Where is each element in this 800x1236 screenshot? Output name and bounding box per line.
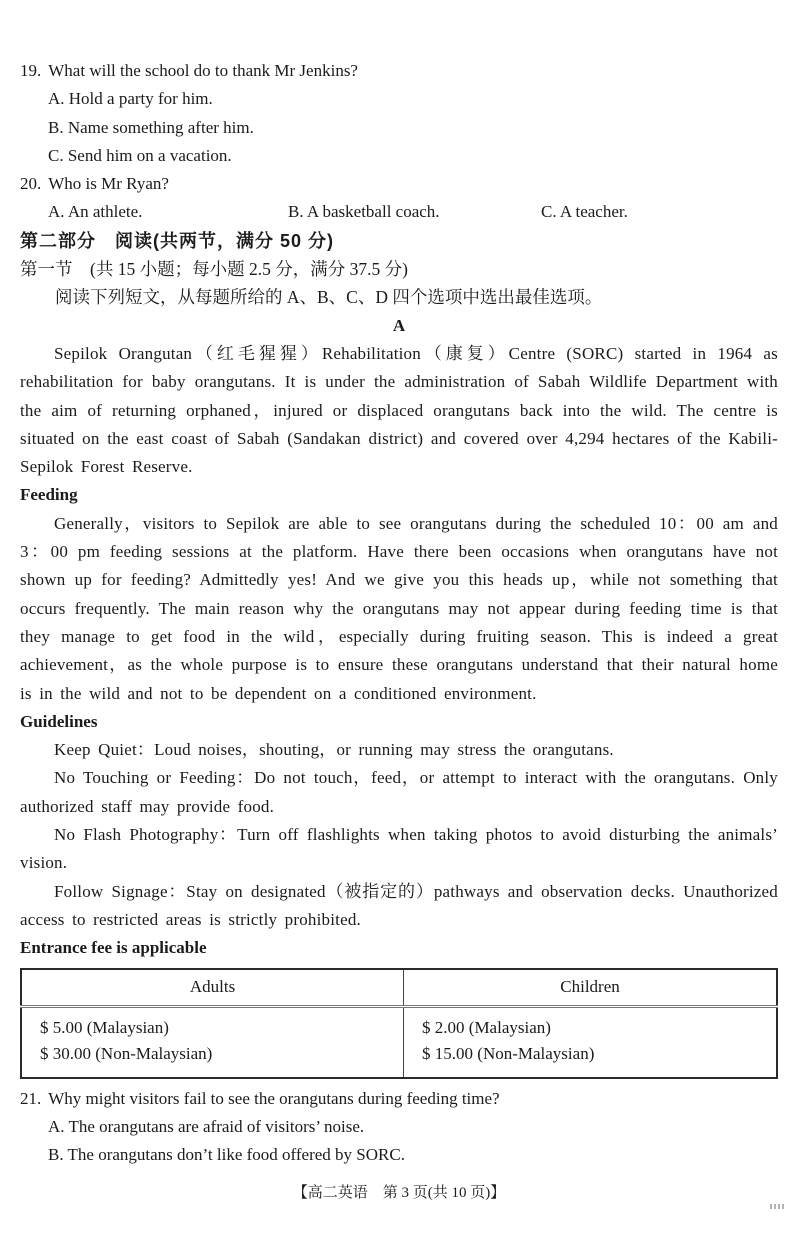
fee-table <box>20 968 778 1079</box>
question-21 <box>20 1085 778 1113</box>
children-fee-non-malaysian: $ 15.00 (Non-Malaysian) <box>422 1044 595 1063</box>
adults-fee-non-malaysian: $ 30.00 (Non-Malaysian) <box>40 1044 213 1063</box>
question-19-option-a: A. Hold a party for him. <box>48 89 213 109</box>
question-19-text: What will the school do to thank Mr Jenkins? <box>48 61 358 80</box>
question-21-option-b: B. The orangutans don’t like food offered by SORC. <box>48 1145 405 1165</box>
question-19 <box>20 57 778 85</box>
feeding-heading: Feeding <box>20 485 78 505</box>
section-instruction: 阅读下列短文，从每题所给的 A、B、C、D 四个选项中选出最佳选项。 <box>55 287 603 308</box>
scan-artifact <box>770 1204 784 1209</box>
passage-a-label: A <box>392 315 406 335</box>
guideline-no-flash: No Flash Photography：Turn off flashlights when taking photos to avoid disturbing the animals’ vision. <box>20 825 778 873</box>
question-20-option-a: A. An athlete. <box>48 202 143 222</box>
adults-fee-malaysian: $ 5.00 (Malaysian) <box>40 1017 169 1037</box>
section-1-heading: 第一节 (共 15 小题；每小题 2.5 分，满分 37.5 分) <box>20 259 408 280</box>
fee-table-header-children: Children <box>404 969 777 1007</box>
question-21-text: Why might visitors fail to see the orangutans during feeding time? <box>48 1088 500 1108</box>
guideline-keep-quiet: Keep Quiet：Loud noises，shouting，or running may stress the orangutans. <box>54 740 614 760</box>
fee-table-cell-children <box>404 1006 777 1078</box>
guideline-follow-signage: Follow Signage：Stay on designated（被指定的）pathways and observation decks. Unauthorized access to restricted areas is strictly prohibited. <box>20 881 778 929</box>
part-2-heading: 第二部分 阅读(共两节，满分 50 分) <box>20 230 335 251</box>
children-fee-malaysian: $ 2.00 (Malaysian) <box>422 1017 551 1037</box>
question-19-option-b: B. Name something after him. <box>48 117 254 137</box>
guidelines-heading: Guidelines <box>20 711 98 731</box>
question-21-number: 21. <box>20 1088 42 1108</box>
fee-table-body-row <box>21 1006 777 1078</box>
question-20-options <box>48 198 778 226</box>
question-20 <box>20 170 778 198</box>
question-19-option-c: C. Send him on a vacation. <box>48 145 232 165</box>
question-21-option-a: A. The orangutans are afraid of visitors’ noise. <box>48 1116 365 1136</box>
fee-table-header-row <box>21 969 777 1007</box>
question-20-option-c: C. A teacher. <box>541 202 628 222</box>
question-20-option-b: B. A basketball coach. <box>288 202 440 222</box>
fee-table-header-adults: Adults <box>21 969 404 1007</box>
question-20-text: Who is Mr Ryan? <box>48 174 169 194</box>
page-footer: 【高二英语 第 3 页(共 10 页)】 <box>292 1185 506 1202</box>
passage-paragraph-1: Sepilok Orangutan（红毛猩猩）Rehabilitation（康复）Centre (SORC) started in 1964 as rehabilitation for baby orangutans. It is under the administration of Sabah Wildlife Department with the aim of returning orphaned，injured or displaced orangutans back into the wild. The centre is situated on the east coast of Sabah (Sandakan district) and covered over 4,294 hectares of the Kabili-Sepilok Forest Reserve. <box>20 343 778 477</box>
question-19-number: 19. <box>20 61 42 80</box>
guideline-no-touching: No Touching or Feeding：Do not touch，feed，or attempt to interact with the orangutans. Only authorized staff may provide food. <box>20 768 778 816</box>
question-20-number: 20. <box>20 174 42 194</box>
fee-table-cell-adults <box>21 1006 404 1078</box>
entrance-fee-heading: Entrance fee is applicable <box>20 938 207 958</box>
feeding-paragraph: Generally，visitors to Sepilok are able to see orangutans during the scheduled 10：00 am and 3：00 pm feeding sessions at the platform. Have there been occasions when orangutans have not shown up for feeding? Admittedly yes! And we give you this heads up，while not something that occurs frequently. The main reason why the orangutans may not appear during feeding time is that they manage to get food in the wild，especially during fruiting season. This is indeed a great achievement，as the whole purpose is to ensure these orangutans understand that their natural home is in the wild and not to be dependent on a conditioned environment. <box>20 513 778 703</box>
